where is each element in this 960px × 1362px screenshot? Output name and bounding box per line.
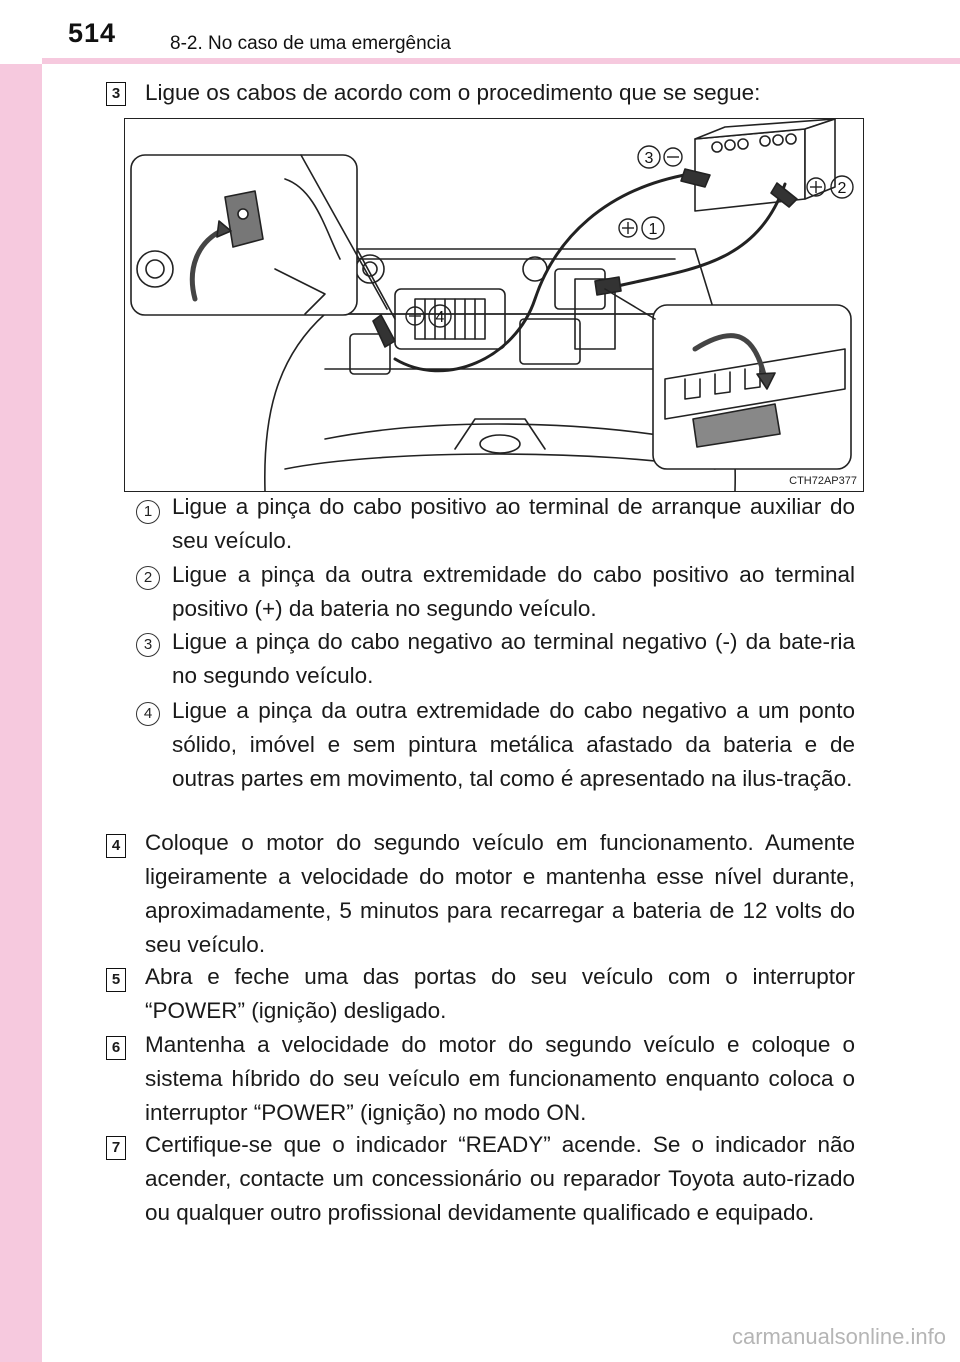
step-badge-6: 6 [106,1036,126,1060]
callout-2-label: 2 [837,180,847,197]
page-number: 514 [68,18,117,48]
step-7-text: Certifique-se que o indicador “READY” acende. Se o indicador não acender, contacte um concessionário ou reparador Toyota auto-rizado ou qualquer outro profissional devidamente qualificado e equipado. [145,1132,855,1225]
step-5-text: Abra e feche uma das portas do seu veículo com o interruptor “POWER” (ignição) desligado. [145,964,855,1023]
side-color-strip [0,0,42,1362]
negative-cable [395,174,690,371]
substep-4-number: 4 [136,702,160,726]
substep-3-number: 3 [136,633,160,657]
step-3-text: Ligue os cabos de acordo com o procedimento que se segue: [145,80,761,105]
substep-3-text: Ligue a pinça do cabo negativo ao terminal negativo (-) da bate-ria no segundo veículo. [172,629,855,688]
chapter-title: 8-2. No caso de uma emergência [170,33,451,54]
figure-code: CTH72AP377 [789,475,857,487]
inset-jump-terminal [653,305,851,469]
substep-2-text: Ligue a pinça da outra extremidade do cabo positivo ao terminal positivo (+) da bateria no segundo veículo. [172,562,855,621]
substep-4-text: Ligue a pinça da outra extremidade do cabo negativo a um ponto sólido, imóvel e sem pintura metálica afastado da bateria e de outras partes em movimento, tal como é apresentado na ilus-tração. [172,698,855,791]
substep-1-text: Ligue a pinça do cabo positivo ao terminal de arranque auxiliar do seu veículo. [172,494,855,553]
step-badge-7: 7 [106,1136,126,1160]
substep-1-number: 1 [136,500,160,524]
watermark: carmanualsonline.info [731,1324,946,1349]
illustration-drawing [125,119,863,491]
page-header [0,0,960,64]
callout-4-label: 4 [435,309,445,326]
callout-3-label: 3 [644,150,654,167]
substep-2-number: 2 [136,566,160,590]
step-badge-5: 5 [106,968,126,992]
jump-start-illustration [124,118,864,492]
step-badge-4: 4 [106,834,126,858]
callout-1-label: 1 [648,221,658,238]
header-divider [42,58,960,64]
step-badge-3: 3 [106,82,126,106]
step-4-text: Coloque o motor do segundo veículo em funcionamento. Aumente ligeiramente a velocidade do motor e mantenha esse nível durante, aproximadamente, 5 minutos para recarregar a bateria de 12 volts do seu veículo. [145,830,855,957]
step-6-text: Mantenha a velocidade do motor do segundo veículo e coloque o sistema híbrido do seu veículo em funcionamento enquanto coloca o interruptor “POWER” (ignição) no modo ON. [145,1032,855,1125]
